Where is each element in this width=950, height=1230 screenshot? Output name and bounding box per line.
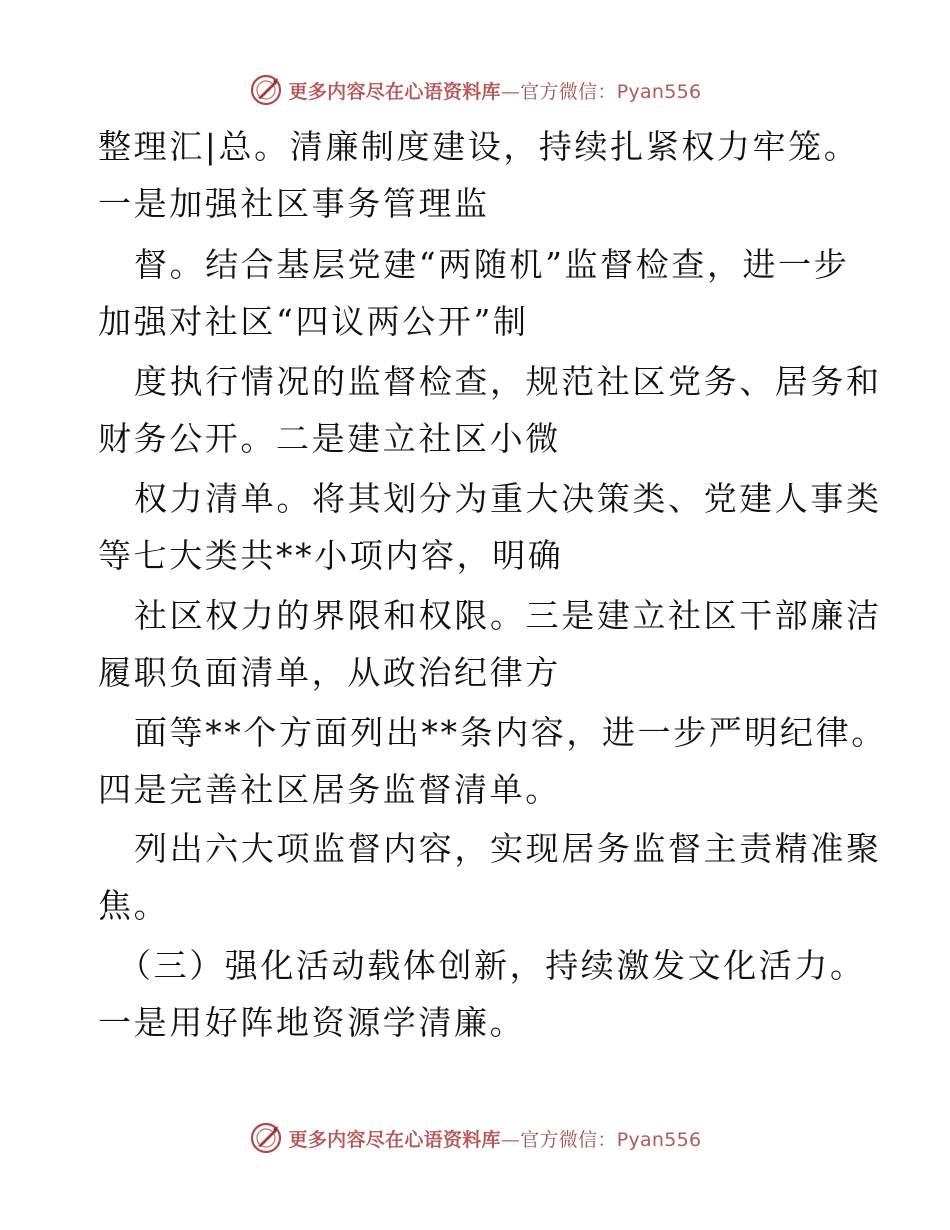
section-heading-line: （三）强化活动载体创新，持续激发文化活力。 [118,946,866,985]
text-line: 社区权力的界限和权限。三是建立社区干部廉洁 [134,596,882,635]
text-line: 权力清单。将其划分为重大决策类、党建人事类 [134,479,882,518]
text-line: 等七大类共**小项内容，明确 [98,536,564,575]
header-watermark [0,70,950,110]
text-line: 面等**个方面列出**条内容，进一步严明纪律。 [134,713,887,752]
text-line: 加强对社区“四议两公开”制 [98,302,529,341]
watermark-text [289,77,702,104]
text-line: 督。结合基层党建“两随机”监督检查，进一步 [134,245,850,284]
footer-watermark [0,1118,950,1158]
watermark-dash: — [500,1128,521,1151]
text-line: 一是加强社区事务管理监 [98,184,490,223]
text-line: 履职负面清单，从政治纪律方 [98,653,561,692]
watermark-wechat-id: Pyan556 [616,1128,702,1151]
watermark-dash: — [500,80,521,103]
text-line: 列出六大项监督内容，实现居务监督主责精准聚 [134,829,882,868]
text-line: 四是完善社区居务监督清单。 [98,770,561,809]
text-line: 一是用好阵地资源学清廉。 [98,1003,526,1042]
watermark-wechat-id: Pyan556 [616,80,702,103]
text-line: 财务公开。二是建立社区小微 [98,419,561,458]
quill-seal-icon [249,73,283,107]
watermark-brand: 更多内容尽在心语资料库 [288,80,501,103]
watermark-label: 官方微信： [520,1128,617,1151]
quill-seal-icon [249,1121,283,1155]
text-line: 焦。 [98,886,170,925]
watermark-text [289,1125,702,1152]
text-line: 整理汇|总。清廉制度建设，持续扎紧权力牢笼。 [98,127,860,166]
watermark-brand: 更多内容尽在心语资料库 [288,1128,501,1151]
watermark-label: 官方微信： [520,80,617,103]
text-line: 度执行情况的监督检查，规范社区党务、居务和 [134,362,882,401]
